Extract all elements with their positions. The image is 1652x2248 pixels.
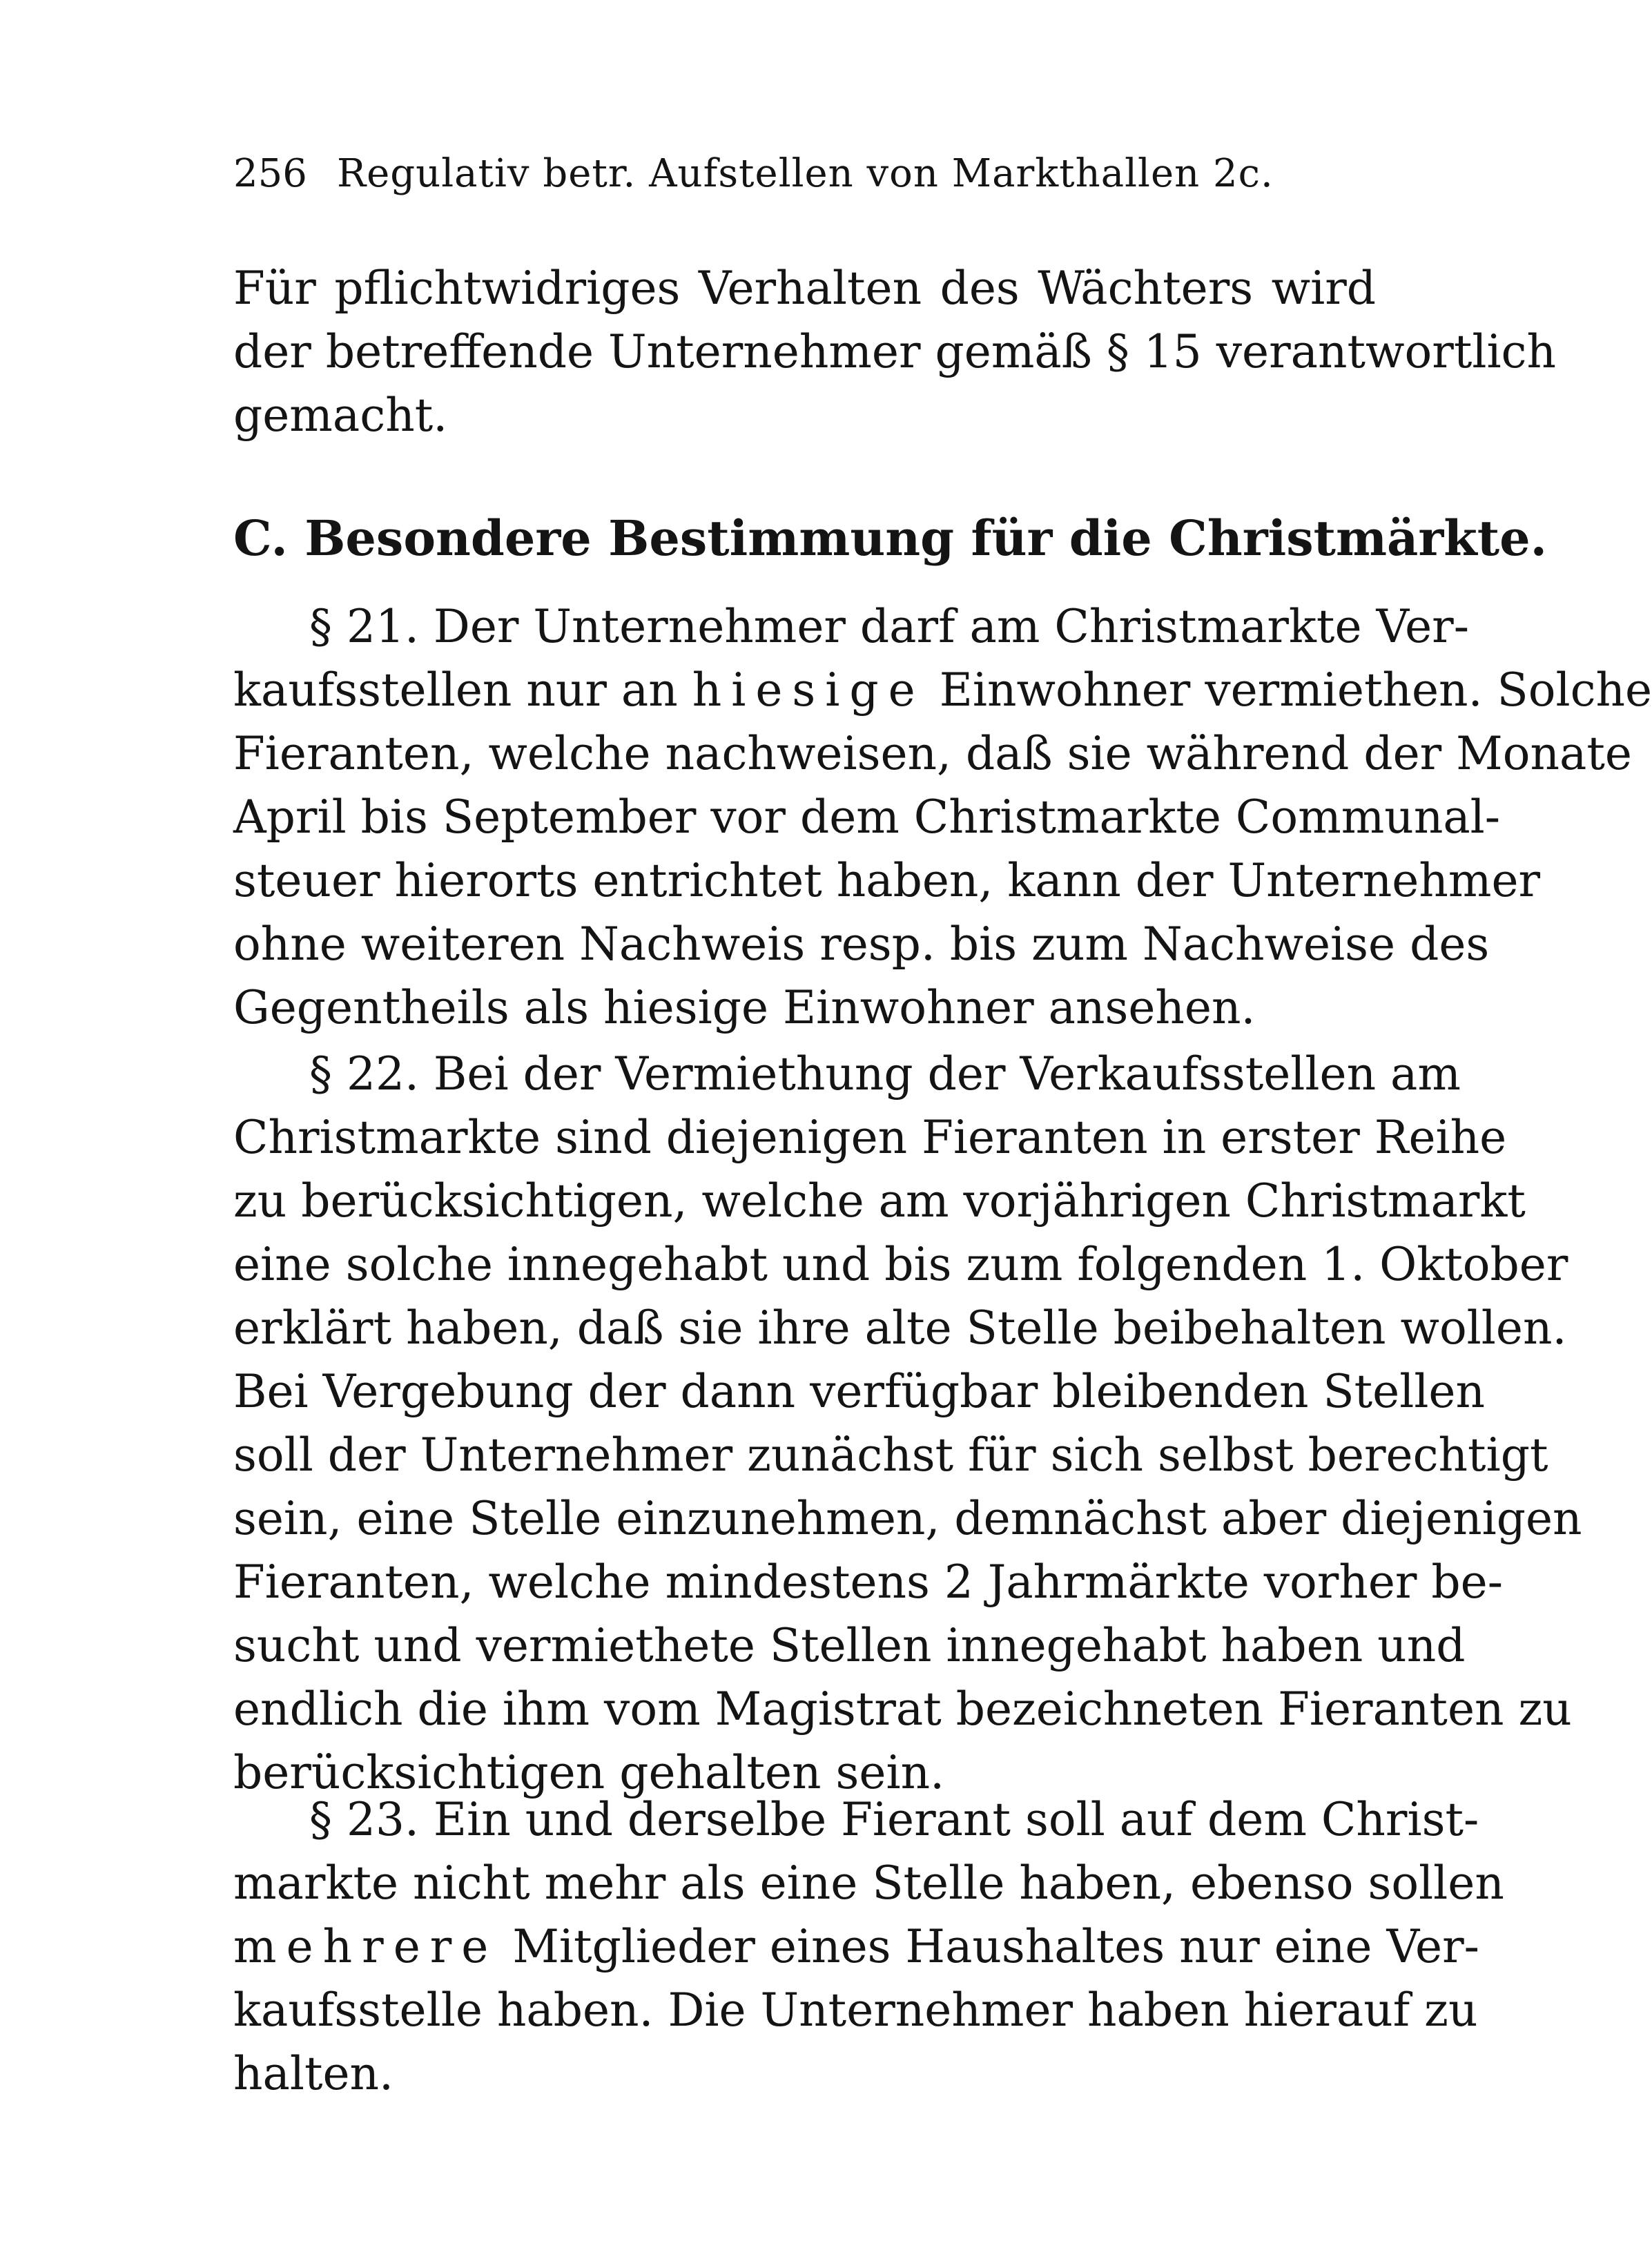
page-header [233, 146, 1310, 202]
text-line: soll der Unternehmer zunächst für sich selbst berechtigt [233, 1428, 1548, 1482]
text-line: April bis September vor dem Christmarkte Communal- [233, 791, 1501, 844]
text-line: steuer hierorts entrichtet haben, kann der Unternehmer [233, 854, 1541, 907]
text-line: markte nicht mehr als eine Stelle haben, ebenso sollen [233, 1857, 1504, 1910]
text-line: Fieranten, welche nachweisen, daß sie während der Monate [233, 727, 1632, 780]
text-line: erklärt haben, daß sie ihre alte Stelle beibehalten wollen. [233, 1301, 1567, 1355]
text-line [233, 659, 1652, 722]
text-line: Für pflichtwidriges Verhalten des Wächters wird [233, 262, 1376, 315]
text-line: kaufsstelle haben. Die Unternehmer haben hierauf zu [233, 1984, 1478, 2037]
text-line: Christmarkte sind diejenigen Fieranten in erster Reihe [233, 1111, 1507, 1164]
text-line: zu berücksichtigen, welche am vorjährigen Christmarkt [233, 1174, 1526, 1228]
text-line: Bei Vergebung der dann verfügbar bleibenden Stellen [233, 1365, 1486, 1418]
text-line: § 21. Der Unternehmer darf am Christmarkte Ver- [309, 600, 1470, 653]
paragraph-21 [233, 595, 1652, 1040]
text-line: halten. [233, 2047, 394, 2100]
text-line: § 23. Ein und derselbe Fierant soll auf dem Christ- [309, 1793, 1479, 1846]
spaced-emphasis: mehrere [233, 1920, 498, 1973]
text-line: Gegentheils als hiesige Einwohner ansehen. [233, 981, 1256, 1034]
text-line: sein, eine Stelle einzunehmen, demnächst aber diejenigen [233, 1492, 1582, 1545]
text-line: eine solche innegehabt und bis zum folgenden 1. Oktober [233, 1238, 1568, 1291]
text-line [233, 1915, 1479, 1979]
section-heading: C. Besondere Bestimmung für die Christmärkte. [233, 510, 1548, 567]
paragraph-23 [233, 1788, 1504, 2106]
text-run: Mitglieder eines Haushaltes nur eine Ver- [498, 1920, 1479, 1973]
paragraph-22 [233, 1043, 1582, 1805]
text-run: Einwohner vermiethen. Solche [924, 663, 1652, 717]
text-line: der betreffende Unternehmer gemäß § 15 verantwortlich [233, 325, 1557, 378]
intro-paragraph [233, 257, 1557, 447]
text-line: endlich die ihm vom Magistrat bezeichneten Fieranten zu [233, 1683, 1572, 1736]
text-line: ohne weiteren Nachweis resp. bis zum Nachweise des [233, 918, 1490, 971]
spaced-emphasis: hiesige [692, 663, 925, 717]
text-run: kaufsstellen nur an [233, 663, 692, 717]
text-line: sucht und vermiethete Stellen innegehabt haben und [233, 1619, 1466, 1672]
page-number: 256 [233, 151, 307, 196]
running-title: Regulativ betr. Aufstellen von Markthallen 2c. [337, 151, 1274, 196]
text-line: § 22. Bei der Vermiethung der Verkaufsstellen am [309, 1047, 1461, 1101]
text-line: Fieranten, welche mindestens 2 Jahrmärkte vorher be- [233, 1556, 1504, 1609]
text-line: berücksichtigen gehalten sein. [233, 1746, 945, 1799]
text-line: gemacht. [233, 389, 448, 442]
